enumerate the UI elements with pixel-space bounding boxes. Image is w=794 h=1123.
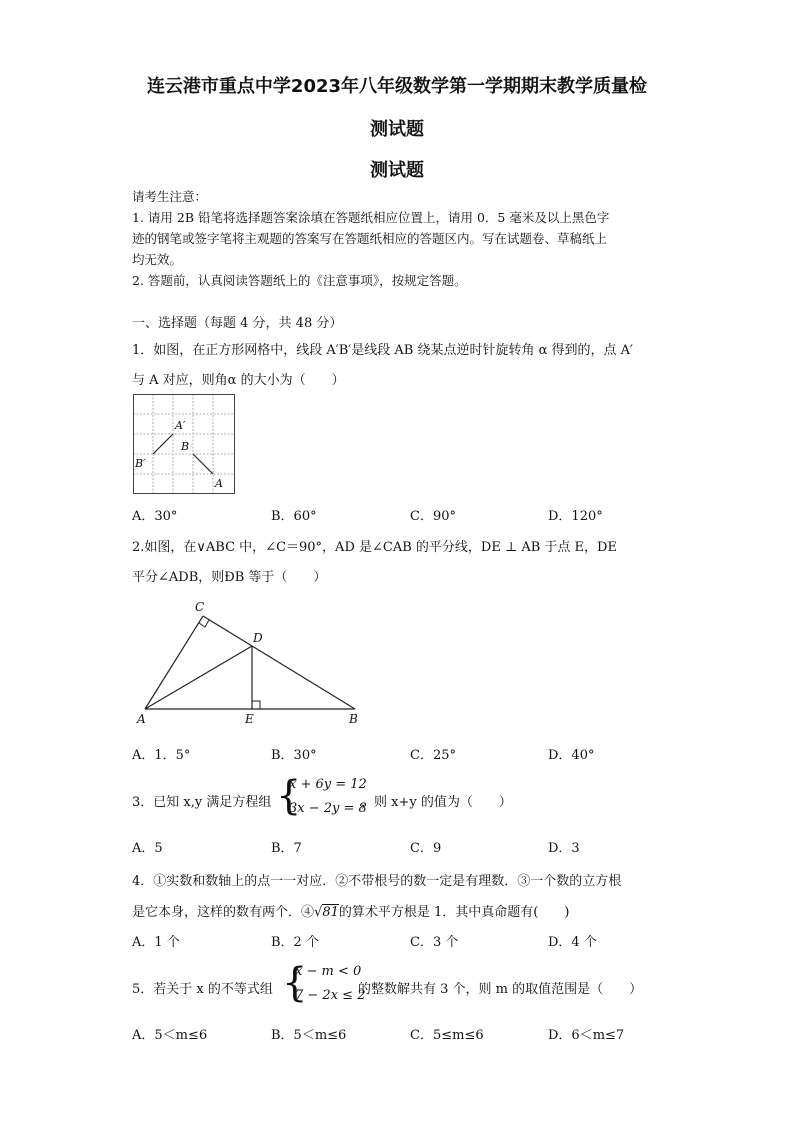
label-a: A (137, 712, 146, 726)
option-a[interactable]: A．5 (132, 841, 163, 856)
segment-ad (145, 646, 252, 709)
question-2-text: 2.如图，在∨ABC 中，∠C＝90°，AD 是∠CAB 的平分线，DE ⊥ AB 于点 E，DE (132, 540, 617, 555)
question-2-options (132, 744, 732, 762)
option-a[interactable]: A．5＜m≤6 (132, 1028, 208, 1043)
notes-item-1-cont: 迹的钢笔或签字笔将主观题的答案写在答题纸相应的答题区内。写在试题卷、草稿纸上 (132, 231, 608, 246)
question-2-triangle-figure (133, 596, 369, 728)
option-c[interactable]: C．9 (410, 841, 442, 856)
notes-item-1: 1. 请用 2B 铅笔将选择题答案涂填在答题纸相应位置上，请用 0．5 毫米及以上黑色字 (132, 210, 610, 225)
question-3-options (132, 837, 732, 855)
segment-ab (193, 454, 213, 474)
question-1-options (132, 505, 732, 523)
question-1-text-cont: 与 A 对应，则角α 的大小为（ ） (132, 373, 345, 388)
label-c: C (195, 600, 205, 614)
option-b[interactable]: B．2 个 (271, 935, 319, 950)
notes-item-1-end: 均无效。 (132, 252, 183, 267)
label-a: A (215, 477, 223, 490)
equation-1: x + 6y = 12 (289, 777, 367, 792)
inequality-brace: { (282, 960, 308, 1006)
question-1-text: 1．如图，在正方形网格中，线段 A′B′是线段 AB 绕某点逆时针旋转角 α 得到的，点 A′ (132, 343, 633, 358)
option-d[interactable]: D．4 个 (548, 935, 597, 950)
option-c[interactable]: C．5≤m≤6 (410, 1028, 484, 1043)
option-c[interactable]: C．3 个 (410, 935, 459, 950)
page-title: 连云港市重点中学2023年八年级数学第一学期期末教学质量检 (146, 76, 648, 97)
question-5-suffix: 的整数解共有 3 个，则 m 的取值范围是（ ） (358, 982, 643, 997)
equation-brace: { (276, 773, 302, 819)
inequality-1: x − m < 0 (295, 964, 362, 979)
option-a[interactable]: A．1 个 (132, 935, 180, 950)
side-ca (145, 616, 203, 709)
notes-item-2: 2. 答题前，认真阅读答题纸上的《注意事项》，按规定答题。 (132, 273, 467, 288)
option-b[interactable]: B．7 (271, 841, 302, 856)
option-b[interactable]: B．60° (271, 509, 317, 524)
side-cb (203, 616, 355, 709)
page-subtitle: 测试题 (370, 160, 424, 181)
option-c[interactable]: C．25° (410, 748, 456, 763)
label-b: B (181, 440, 190, 453)
question-4-text-b: 的算术平方根是 1．其中真命题有( ) (338, 905, 570, 920)
option-d[interactable]: D．40° (548, 748, 595, 763)
question-1-grid-figure (133, 394, 235, 494)
question-5-prefix: 5．若关于 x 的不等式组 (132, 982, 273, 997)
section-heading: 一、选择题（每题 4 分，共 48 分） (132, 316, 343, 331)
page-title-line2: 测试题 (370, 119, 424, 140)
radicand: 81 (322, 905, 339, 920)
right-angle-e (252, 701, 260, 709)
label-b-prime: B′ (135, 457, 146, 470)
option-c[interactable]: C．90° (410, 509, 456, 524)
label-e: E (245, 712, 254, 726)
option-a[interactable]: A．1．5° (132, 748, 191, 763)
label-b: B (349, 712, 358, 726)
equation-2: 3x − 2y = 8 (289, 801, 367, 816)
question-4-text: 4．①实数和数轴上的点一一对应．②不带根号的数一定是有理数．③一个数的立方根 (132, 874, 622, 889)
label-a-prime: A′ (175, 419, 186, 432)
option-d[interactable]: D．6＜m≤7 (548, 1028, 625, 1043)
option-b[interactable]: B．30° (271, 748, 317, 763)
question-4-text-cont (132, 901, 569, 920)
question-4-options (132, 931, 732, 949)
notes-header: 请考生注意： (132, 189, 208, 204)
question-3-prefix: 3．已知 x,y 满足方程组 (132, 795, 272, 810)
question-2-text-cont: 平分∠ADB，则ÐB 等于（ ） (132, 570, 327, 585)
question-3-suffix: ，则 x+y 的值为（ ） (361, 795, 512, 810)
label-d: D (253, 631, 263, 645)
inequality-2: 7 − 2x ≤ 2 (295, 988, 366, 1003)
question-4-text-a: 是它本身，这样的数有两个．④ (132, 905, 315, 920)
option-d[interactable]: D．120° (548, 509, 603, 524)
option-d[interactable]: D．3 (548, 841, 580, 856)
option-b[interactable]: B．5＜m≤6 (271, 1028, 347, 1043)
sqrt-symbol: √ (314, 905, 323, 920)
segment-a-prime-b-prime (153, 434, 173, 454)
question-5-options (132, 1024, 732, 1042)
option-a[interactable]: A．30° (132, 509, 178, 524)
